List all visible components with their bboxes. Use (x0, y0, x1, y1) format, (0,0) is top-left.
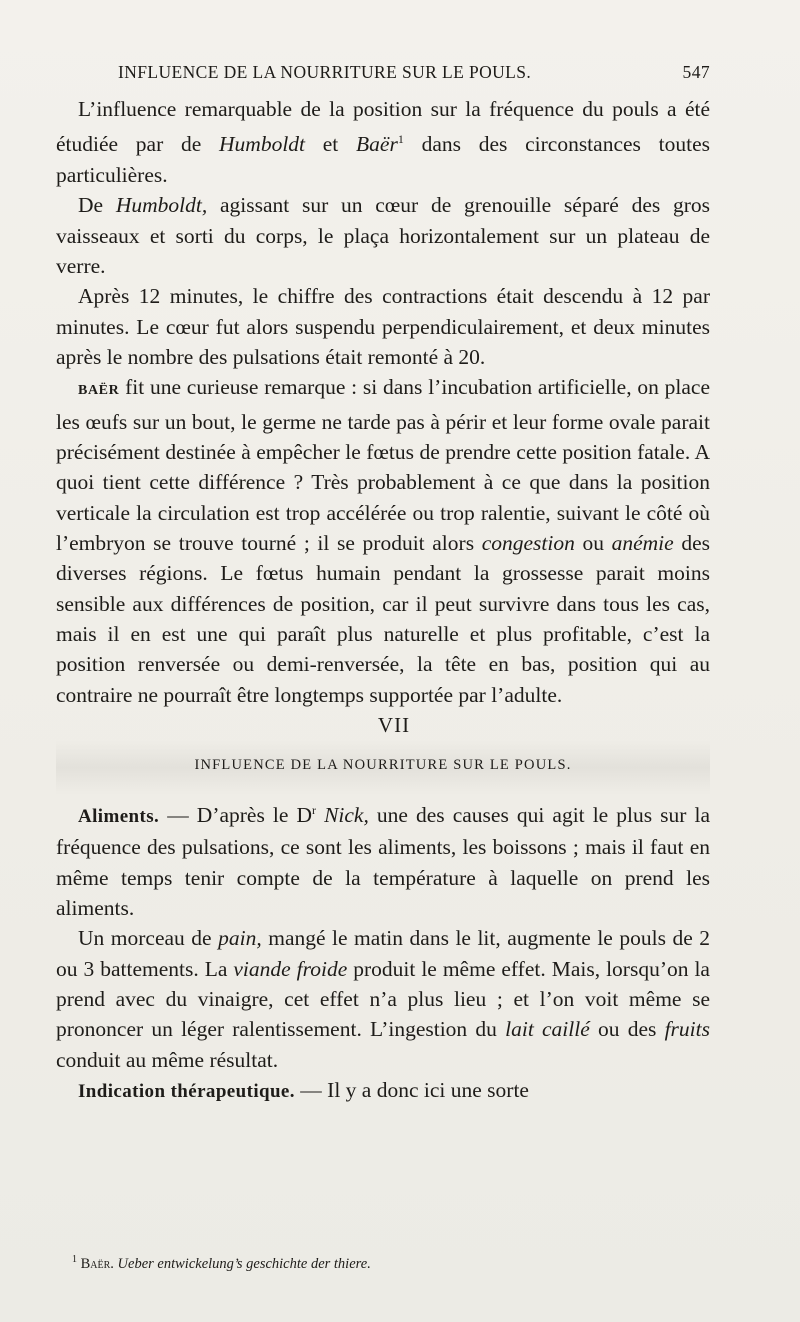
term-viande-froide: viande froide (233, 956, 348, 981)
superscript: r (312, 802, 316, 817)
text-run: agissant sur un cœur de grenouille séparé des gros vaisseaux et sorti du corps, le plaça horizontalement sur un plateau de verre. (56, 193, 710, 278)
name-nick: Nick, (324, 802, 369, 827)
text-run: et (305, 132, 357, 157)
term-lait-caille: lait caillé (505, 1017, 590, 1042)
text-run: mangé le matin dans le lit, augmente le pouls de 2 ou 3 battements. La (56, 926, 711, 981)
term-congestion: congestion (481, 530, 575, 555)
paragraph-frog-heart (56, 190, 710, 281)
text-run: des diverses régions. Le fœtus humain pendant la grossesse parait moins sensible aux différences de position, car il peut survivre dans tous les cas, mais il en est une qui paraît plus naturelle et plus profitable, c’est la position renversée ou demi-renversée, la tête en bas, position qui au contraire ne pourraît être longtemps supportée par l’adulte. (56, 530, 710, 707)
footnote-author: Baër. (80, 1255, 114, 1272)
name-humboldt: Humboldt (219, 132, 306, 157)
name-humboldt: Humboldt, (115, 193, 208, 218)
text-run: Un morceau de (78, 926, 219, 951)
run-in-heading: Aliments. (78, 805, 160, 827)
footnote-text: Ueber entwickelung’s geschichte der thiere. (113, 1255, 371, 1272)
text-run: — D’après le D (159, 802, 312, 827)
text-run: fit une curieuse remarque : si dans l’incubation artificielle, on place les œufs sur un bout, le germe ne tarde pas à périr et leur forme ovale parait précisément destinée à empêcher le fœtus de prendre cette position fatale. A quoi tient cette différence ? Très probablement à ce que dans la position verticale la circulation est trop accélérée ou trop ralentie, suivant le côté où l’embryon se trouve tourné ; il se produit alors (56, 375, 710, 555)
text-run: ou (574, 530, 612, 555)
footnote-mark: 1 (397, 132, 404, 147)
text-run: produit le même effet. Mais, lorsqu’on la prend avec du vinaigre, cet effet n’a plus lieu ; et l’on voit même se prononcer un léger ralentissement. L’ingestion du (56, 956, 710, 1042)
term-fruits: fruits (664, 1017, 710, 1042)
footnote-mark: 1 (72, 1254, 77, 1265)
footnote (72, 1254, 712, 1273)
text-run: dans des circonstances toutes particulières. (56, 132, 710, 187)
term-anemie: anémie (611, 530, 674, 555)
text-run: L’influence remarquable de la position sur la fréquence du pouls a été étudiée par de (56, 97, 710, 157)
section-title: INFLUENCE DE LA NOURRITURE SUR LE POULS. (56, 740, 710, 794)
section-number: VII (377, 713, 411, 738)
run-in-heading: Indication thérapeutique. (78, 1080, 295, 1102)
name-baer: Baër (356, 132, 398, 157)
text-run: ou des (589, 1017, 665, 1042)
text-run: une des causes qui agit le plus sur la fréquence des pulsations, ce sont les aliments, les boissons ; mais il faut en même temps tenir compte de la température à laquelle on prend les aliments. (56, 802, 711, 920)
text-run: De (78, 193, 116, 218)
paragraph-baer-remark (56, 372, 710, 710)
paragraph-indication (56, 1075, 710, 1107)
paragraph-pain (56, 923, 710, 1075)
text-run: — Il y a donc ici une sorte (294, 1077, 529, 1102)
page-number: 547 (682, 62, 710, 82)
paragraph-contractions: Après 12 minutes, le chiffre des contractions était descendu à 12 par minutes. Le cœur fut alors suspendu perpendiculairement, et deux minutes après le nombre des pulsations était remonté à 20. (56, 284, 710, 369)
paragraph-aliments (56, 795, 710, 924)
body-text (56, 94, 710, 1107)
term-pain: pain, (218, 926, 262, 951)
running-header (118, 62, 710, 83)
small-caps-name: BAËR (78, 383, 120, 399)
paragraph-humboldt-baer-intro (56, 94, 710, 190)
running-title: INFLUENCE DE LA NOURRITURE SUR LE POULS. (118, 62, 532, 82)
text-run: conduit au même résultat. (56, 1047, 279, 1072)
